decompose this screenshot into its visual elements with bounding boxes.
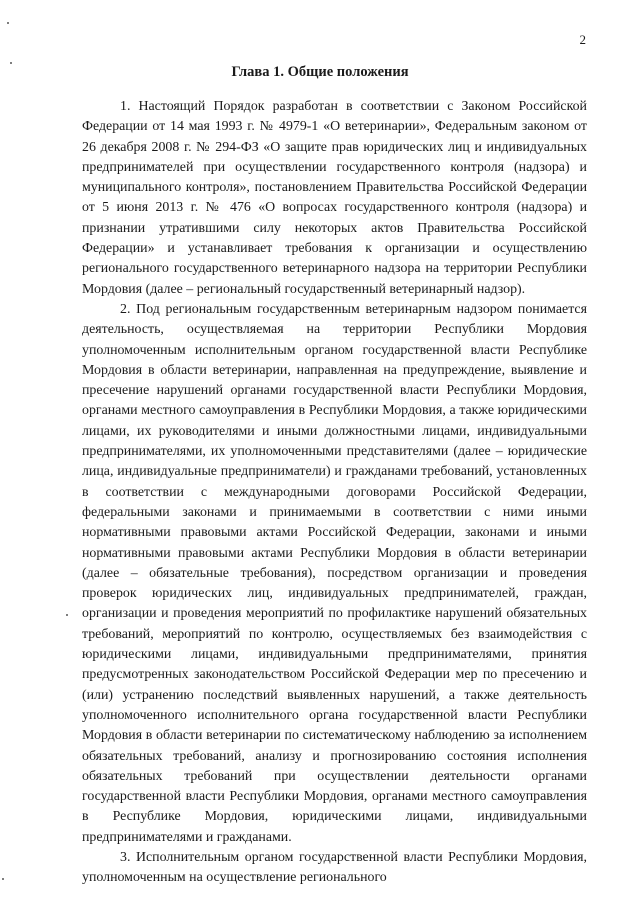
- scan-speck: [10, 62, 12, 64]
- scan-speck: [7, 22, 9, 24]
- paragraph-3: 3. Исполнительным органом государственной власти Республики Мордовия, уполномоченным на осуществление регионального: [82, 849, 587, 886]
- chapter-title: Глава 1. Общие положения: [231, 64, 409, 80]
- paragraph-1: 1. Настоящий Порядок разработан в соответствии с Законом Российской Федерации от 14 мая 1993 г. № 4979-1 «О ветеринарии», Федеральным законом от 26 декабря 2008 г. № 294-ФЗ «О защите прав юридических лиц и индивидуальных предпринимателей при осуществлении государственного контроля (надзора) и муниципального контроля», постановлением Правительства Российской Федерации от 5 июня 2013 г. № 476 «О вопросах государственного контроля (надзора) и признании утратившими силу некоторых актов Правительства Российской Федерации» и устанавливает требования к организации и осуществлению регионального государственного ветеринарного надзора на территории Республики Мордовия (далее – региональный государственный ветеринарный надзор).: [82, 99, 587, 297]
- page-number: 2: [579, 32, 586, 47]
- document-body: [82, 97, 587, 889]
- scan-speck: [66, 614, 68, 616]
- paragraph-2: 2. Под региональным государственным ветеринарным надзором понимается деятельность, осуществляемая на территории Республики Мордовия уполномоченным исполнительным органом государственной власти Республике Мордовия в области ветеринарии, направленная на предупреждение, выявление и пресечение нарушений органами государственной власти Республики Мордовия, органами местного самоуправления в Республики Мордовия, а также юридическими лицами, их руководителями и иными должностными лицами, индивидуальными предпринимателями, их уполномоченными представителями (далее – юридические лица, индивидуальные предприниматели) и гражданами требований, установленных в соответствии с международными договорами Российской Федерации, федеральными законами и принимаемыми в соответствии с ними иными нормативными правовыми актами Российской Федерации, законами и иными нормативными правовыми актами Республики Мордовия в области ветеринарии (далее – обязательные требования), посредством организации и проведения проверок юридических лиц, индивидуальных предпринимателей, граждан, организации и проведения мероприятий по профилактике нарушений обязательных требований, мероприятий по контролю, осуществляемых без взаимодействия с юридическими лицами, индивидуальными предпринимателями, принятия предусмотренных законодательством Российской Федерации мер по пресечению и (или) устранению последствий выявленных нарушений, а также деятельность уполномоченного исполнительного органа государственной власти Республики Мордовия в области ветеринарии по систематическому наблюдению за исполнением обязательных требований, анализу и прогнозированию состояния исполнения обязательных требований при осуществлении деятельности органами государственной власти Республики Мордовия, органами местного самоуправления в Республике Мордовия, юридическими лицами, индивидуальными предпринимателями и гражданами.: [82, 301, 587, 845]
- scan-speck: [2, 878, 4, 880]
